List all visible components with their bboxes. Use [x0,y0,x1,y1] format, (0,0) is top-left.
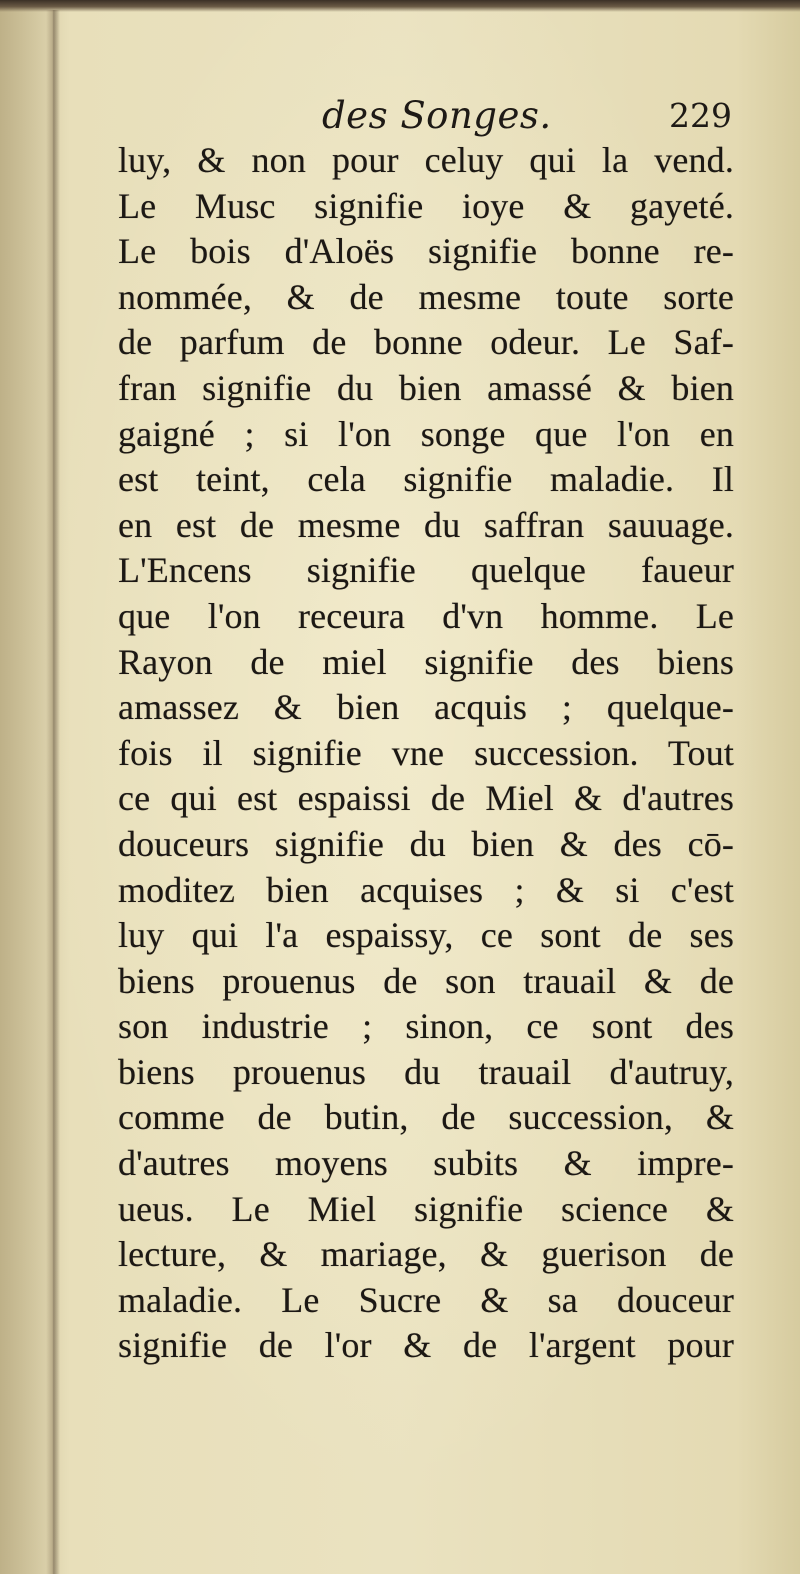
text-line: fran signifie du bien amassé & bien [118,367,734,408]
text-line: Rayon de miel signifie des biens [118,641,734,682]
text-line: moditez bien acquises ; & si c'est [118,869,734,910]
text-line: biens prouenus du trauail d'autruy, [118,1051,734,1092]
text-line: maladie. Le Sucre & sa douceur [118,1279,734,1320]
running-head [120,88,740,144]
text-line: de parfum de bonne odeur. Le Saf- [118,322,734,363]
binding-gutter [46,10,60,1574]
text-line: biens prouenus de son trauail & de [118,960,734,1001]
text-line: d'autres moyens subits & impre- [118,1143,734,1184]
text-line: L'Encens signifie quelque faueur [118,550,734,591]
text-line: luy, & non pour celuy qui la vend. [118,140,734,180]
running-title: des Songes. [322,94,552,137]
text-line: Le Musc signifie ioye & gayeté. [118,185,734,226]
text-line: nommée, & de mesme toute sorte [118,276,734,317]
text-line: en est de mesme du saffran sauuage. [118,504,734,545]
page-top-edge [0,0,800,12]
text-line: gaigné ; si l'on songe que l'on en [118,413,734,454]
text-line: signifie de l'or & de l'argent pour [118,1325,734,1366]
text-line: lecture, & mariage, & guerison de [118,1234,734,1275]
text-line: Le bois d'Aloës signifie bonne re- [118,231,734,272]
text-line: son industrie ; sinon, ce sont des [118,1006,734,1047]
body-text [118,138,734,1369]
text-line: ueus. Le Miel signifie science & [118,1188,734,1229]
text-line: comme de butin, de succession, & [118,1097,734,1138]
text-line: que l'on receura d'vn homme. Le [118,595,734,636]
text-line: luy qui l'a espaissy, ce sont de ses [118,915,734,956]
text-line: est teint, cela signifie maladie. Il [118,459,734,500]
text-line: fois il signifie vne succession. Tout [118,732,734,773]
text-line: douceurs signifie du bien & des cō- [118,823,734,864]
text-line: amassez & bien acquis ; quelque- [118,687,734,728]
text-line: ce qui est espaissi de Miel & d'autres [118,778,734,819]
page-number: 229 [669,96,732,135]
